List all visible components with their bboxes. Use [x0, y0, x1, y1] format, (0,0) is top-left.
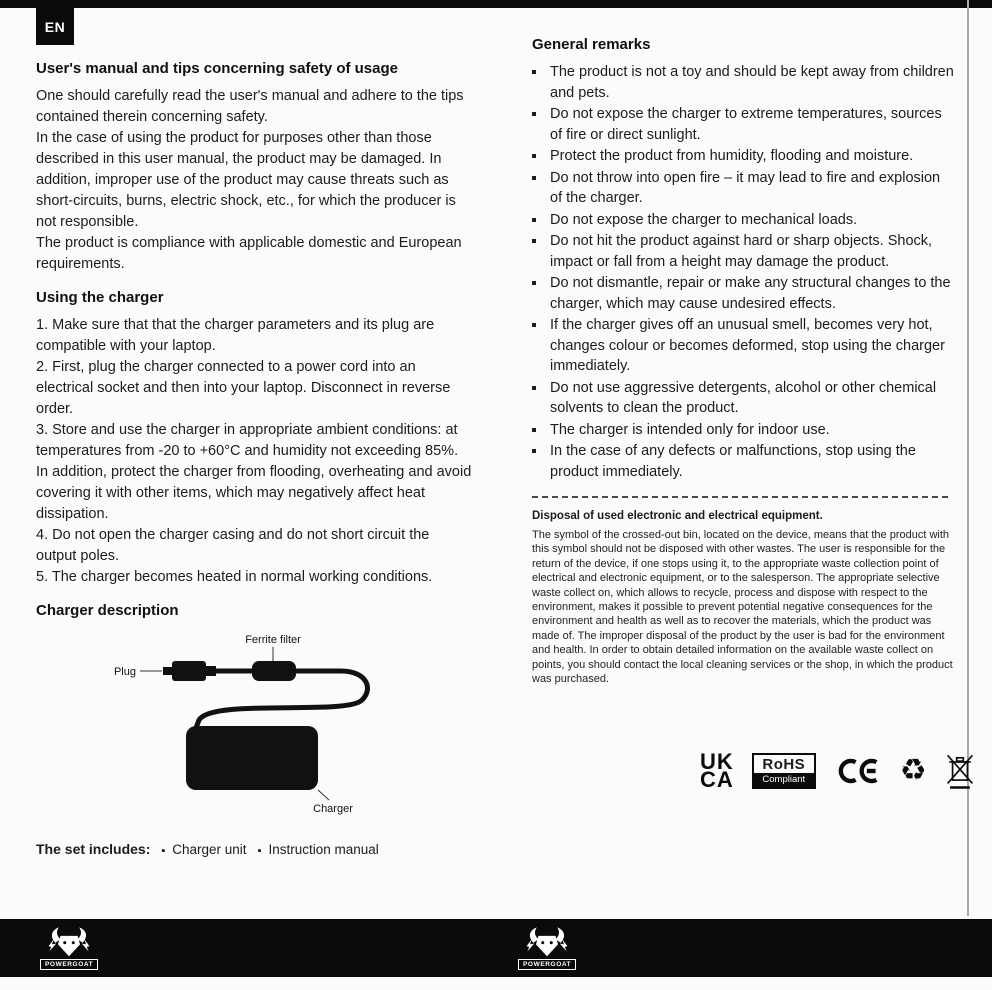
set-includes [36, 841, 472, 857]
brand-name: POWERGOAT [518, 959, 576, 970]
certifications-row [532, 749, 954, 793]
using-charger-section [36, 289, 472, 588]
rohs-mark [752, 753, 816, 789]
left-column [36, 60, 472, 857]
step-item: 1. Make sure that that the charger parameters and its plug are compatible with your laptop. [36, 317, 435, 354]
top-bar [0, 0, 992, 8]
rohs-compliant-label: Compliant [754, 773, 814, 787]
brand-logo [40, 924, 98, 970]
charger-brick [186, 726, 318, 790]
disposal-body: The symbol of the crossed-out bin, located on the device, means that the product with this symbol should not be disposed with other wastes. The user is responsible for the return of the device, if one stops using it, to the appropriate waste collection point of electrical and electronic equipment, or to the salesperson. The appropriate selective waste collect on, which allows to recycle, process and dispose with respect to the environment, makes it possible to prevent potential negative consequences for the environment and health as well as to recover the materials, which the product was made of. The improper disposal of the product by the user is bad for the environment and health. In order to obtain detailed information on the available waste collect on points, you should contact the local cleaning services or the shop, in which the product was purchased. [532, 529, 953, 686]
step-item: 4. Do not open the charger casing and do not short circuit the output poles. [36, 527, 430, 564]
brand-name: POWERGOAT [40, 959, 98, 970]
set-includes-label: The set includes: [36, 841, 151, 857]
set-includes-item: ▪ Instruction manual [247, 842, 379, 857]
dashed-divider [532, 496, 948, 498]
plug-shape [163, 661, 216, 681]
ferrite-bead [252, 661, 296, 681]
charger-diagram-svg [36, 628, 476, 820]
remark-item: ▪ The charger is intended only for indoor use. [547, 420, 954, 441]
remark-item: ▪ Do not use aggressive detergents, alcohol or other chemical solvents to clean the product. [547, 378, 954, 419]
safety-paragraph: One should carefully read the user's manual and adhere to the tips contained therein concerning safety. [36, 88, 464, 125]
footer-band [0, 919, 992, 977]
language-badge: EN [36, 8, 74, 45]
remark-item: ▪ Do not dismantle, repair or make any structural changes to the charger, which may cause undesired effects. [547, 273, 954, 314]
general-remarks-heading: General remarks [532, 36, 651, 53]
ukca-mark [700, 749, 734, 793]
remark-item: ▪ Do not expose the charger to extreme temperatures, sources of fire or direct sunlight. [547, 104, 954, 145]
remark-item: ▪ Do not hit the product against hard or sharp objects. Shock, impact or fall from a height may damage the product. [547, 231, 954, 272]
ferrite-filter-label: Ferrite filter [245, 634, 301, 646]
brand-logo [518, 924, 576, 970]
using-charger-heading: Using the charger [36, 289, 164, 306]
disposal-heading: Disposal of used electronic and electrical equipment. [532, 510, 823, 522]
goat-icon [521, 924, 573, 958]
recycle-icon: ♻ [899, 754, 927, 788]
safety-section [36, 60, 472, 275]
step-item: 5. The charger becomes heated in normal working conditions. [36, 569, 433, 585]
goat-icon [43, 924, 95, 958]
plug-label: Plug [113, 666, 136, 678]
remark-item: ▪ Protect the product from humidity, flooding and moisture. [547, 146, 954, 167]
remark-item: ▪ In the case of any defects or malfunctions, stop using the product immediately. [547, 441, 954, 482]
ce-mark-icon [834, 758, 882, 784]
charger-description-section [36, 602, 472, 825]
charger-label: Charger [313, 803, 353, 815]
charger-pointer-line [318, 790, 329, 800]
charger-diagram [36, 628, 472, 825]
ukca-uk-text: UK [700, 749, 734, 775]
right-column [532, 36, 954, 793]
charger-description-heading: Charger description [36, 602, 179, 619]
step-item: 3. Store and use the charger in appropriate ambient conditions: at temperatures from -20 to +60°C and humidity not exceeding 85%. In addition, protect the charger from flooding, overheating and avoid covering it with other items, which may negatively affect heat dissipation. [36, 422, 472, 522]
remark-item: ▪ If the charger gives off an unusual smell, becomes very hot, changes colour or becomes deformed, stop using the charger immediately. [547, 315, 954, 377]
remark-item: ▪ The product is not a toy and should be kept away from children and pets. [547, 62, 954, 103]
step-item: 2. First, plug the charger connected to a power cord into an electrical socket and then into your laptop. Disconnect in reverse order. [36, 359, 451, 417]
set-includes-item: ▪ Charger unit [150, 842, 246, 857]
safety-heading: User's manual and tips concerning safety of usage [36, 60, 398, 77]
ukca-ca-text: CA [700, 767, 734, 793]
weee-crossed-bin-icon [945, 752, 975, 790]
remark-item: ▪ Do not expose the charger to mechanical loads. [547, 210, 954, 231]
safety-paragraph: In the case of using the product for purposes other than those described in this user manual, the product may be damaged. In addition, improper use of the product may cause threats such as short-circuits, burns, electric shock, etc., for which the producer is not responsible. [36, 130, 456, 230]
remark-item: ▪ Do not throw into open fire – it may lead to fire and explosion of the charger. [547, 168, 954, 209]
rohs-title: RoHS [762, 756, 806, 774]
general-remarks-section [532, 36, 954, 482]
disposal-section [532, 510, 954, 686]
safety-paragraph: The product is compliance with applicable domestic and European requirements. [36, 235, 462, 272]
